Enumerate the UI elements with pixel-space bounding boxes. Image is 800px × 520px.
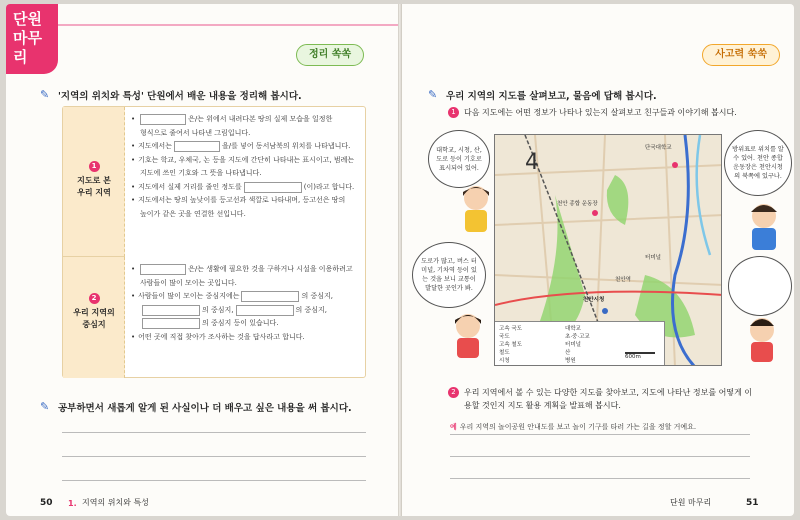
tag-line-2: 마무리: [13, 29, 42, 66]
s2-r3b: 의 중심지,: [295, 305, 327, 314]
terminal-label: 터미널: [645, 255, 661, 261]
section-1-body: • 은/는 위에서 내려다본 땅의 실제 모습을 일정한 형식으로 줄여서 나타낸 그림입니다. • 지도에서는 을/를 넣어 동서남북의 위치를 나타냅니다. • 기호는 학교, 우체국, 논 등을 지도에 간단히 나타내는 표시이고, 범례는 지도에 쓰인 기호와 그 뜻을 나타냅니다. • 지도에서 실제 거리를 줄인 정도를 (이)라고 합니다. • 지도에서는 땅의 높낮이를 등고선과 색깔로 나타내며, 등고선은 땅의 높이가 같은 곳을 연결한 선입니다.: [131, 113, 363, 221]
empty-speech-bubble[interactable]: [728, 256, 792, 316]
cityhall-label: 천안시청: [583, 297, 605, 303]
blank-compass[interactable]: [174, 141, 220, 152]
boy-character-icon: [742, 200, 786, 252]
s1-r4b: (이)라고 합니다.: [303, 182, 355, 191]
sub-question-2-line2: 용할 것인지 지도 활용 계획을 발표해 봅시다.: [464, 401, 621, 410]
legend-item: 철도: [499, 350, 510, 356]
map-question: [428, 88, 657, 102]
legend-item: 국도: [499, 334, 510, 340]
s1-r3a: 기호는 학교, 우체국, 논 등을 지도에 간단히 나타내는 표시이고, 범례는: [138, 155, 355, 164]
blank-center-type-3[interactable]: [236, 305, 294, 316]
sub-question-1: [448, 106, 737, 119]
boy2-character-icon: [742, 314, 782, 366]
summary-pill: 정리 쏙쏙: [296, 44, 364, 66]
chapter-title: 지역의 위치와 특성: [82, 498, 149, 507]
station-label: 천안역: [615, 277, 631, 283]
blank-center-type-1[interactable]: [241, 291, 299, 302]
section-2-label: [63, 293, 125, 331]
unit-review-tag: [6, 4, 58, 74]
question-2: [40, 400, 352, 414]
right-page: [402, 4, 794, 516]
blank-center[interactable]: [140, 264, 186, 275]
pencil-icon: ✎: [40, 400, 50, 413]
writing-line[interactable]: [62, 456, 366, 457]
section-2-label-line2: 중심지: [82, 320, 106, 329]
header-rule: [58, 24, 398, 26]
left-page: [6, 4, 398, 516]
legend-item: 대학교: [565, 326, 581, 332]
legend-item: 시청: [499, 358, 510, 364]
section-1-number: 1: [89, 161, 100, 172]
section-1-label: [63, 161, 125, 199]
pencil-icon: ✎: [40, 88, 50, 101]
s1-r1a: 은/는 위에서 내려다본 땅의 실제 모습을 일정한: [188, 115, 333, 123]
example-answer: [450, 422, 696, 432]
scale-label: 600m: [625, 354, 641, 360]
blank-map[interactable]: [140, 114, 186, 125]
question-1: [40, 88, 302, 102]
question-2-text: 공부하면서 새롭게 알게 된 사실이나 더 배우고 싶은 내용을 써 봅시다.: [58, 403, 352, 414]
legend-item: 고속 국도: [499, 326, 523, 332]
writing-line[interactable]: [450, 478, 750, 479]
writing-line[interactable]: [450, 434, 750, 435]
pencil-icon: ✎: [428, 88, 438, 101]
s1-r5b: 높이가 같은 곳을 연결한 선입니다.: [140, 209, 246, 218]
writing-line[interactable]: [62, 480, 366, 481]
s1-r1b: 형식으로 줄여서 나타낸 그림입니다.: [140, 128, 251, 137]
legend-item: 산: [565, 350, 571, 356]
thinking-pill: 사고력 쑥쑥: [702, 44, 780, 66]
girl-character-icon: [456, 182, 496, 238]
page-number: 51: [746, 498, 759, 508]
s2-r1a: 은/는 생활에 필요한 것을 구하거나 시설을 이용하려고: [188, 265, 353, 273]
s2-r4a: 의 중심지 등이 있습니다.: [202, 319, 279, 327]
writing-line[interactable]: [62, 432, 366, 433]
speech-bubble-3: 도로가 많고, 버스 터미널, 기차역 등이 있는 것을 보니 교통이 발달한 곳인가 봐.: [412, 242, 486, 308]
s1-r4a: 지도에서 실제 거리를 줄인 정도를: [138, 182, 242, 191]
blank-scale[interactable]: [244, 182, 302, 193]
sub-question-1-number: 1: [448, 107, 459, 118]
s2-r2b: 의 중심지,: [301, 292, 333, 300]
section-1-label-line2: 우리 지역: [77, 188, 111, 197]
s1-r3b: 지도에 쓰인 기호와 그 뜻을 나타냅니다.: [140, 169, 262, 177]
legend-item: 터미널: [565, 342, 581, 348]
section-1-label-line1: 지도로 본: [77, 176, 111, 185]
summary-table: [62, 106, 366, 378]
tag-line-1: 단원: [13, 10, 42, 28]
question-1-text: '지역의 위치와 특성' 단원에서 배운 내용을 정리해 봅시다.: [58, 91, 302, 102]
univ-label: 단국대학교: [645, 145, 672, 151]
legend-item: 고속 철도: [499, 342, 523, 348]
speech-bubble-1: 대학교, 시청, 산, 도로 등이 기호로 표시되어 있어.: [428, 130, 490, 188]
section-2-body: • 은/는 생활에 필요한 것을 구하거나 시설을 이용하려고 사람들이 많이 모이는 곳입니다. • 사람들이 많이 모이는 중심지에는 의 중심지, 의 중심지, 의 중심지, 의 중심지 등이 있습니다. • 어떤 곳에 직접 찾아가 조사하는 것을 답사라고 합니다.: [131, 263, 363, 344]
stadium-label: 천안 종합 운동장: [557, 201, 598, 207]
girl2-character-icon: [448, 310, 488, 362]
sub-question-1-text: 다음 지도에는 어떤 정보가 나타나 있는지 살펴보고 친구들과 이야기해 봅시다.: [464, 108, 737, 117]
section-2-label-line1: 우리 지역의: [73, 308, 115, 317]
city-map: [494, 134, 722, 366]
section-2-number: 2: [89, 293, 100, 304]
s2-r5a: 어떤 곳에 직접 찾아가 조사하는 것을 답사라고 합니다.: [138, 332, 305, 341]
writing-line[interactable]: [450, 456, 750, 457]
speech-bubble-2: 방위표로 위치를 알 수 있어. 천안 종합 운동장은 천안시청의 북쪽에 있구나.: [724, 130, 792, 196]
legend-item: 병원: [565, 358, 576, 364]
svg-text:4: 4: [525, 150, 539, 175]
example-mark: 예: [450, 423, 457, 431]
s2-r3a: 의 중심지,: [202, 305, 234, 314]
sub-question-2: [448, 386, 752, 412]
blank-center-type-2[interactable]: [142, 305, 200, 316]
s2-r1b: 사람들이 많이 모이는 곳입니다.: [140, 278, 237, 287]
s1-r5a: 지도에서는 땅의 높낮이를 등고선과 색깔로 나타내며, 등고선은 땅의: [138, 196, 346, 204]
sub-question-2-line1: 우리 지역에서 볼 수 있는 다양한 지도를 찾아보고, 지도에 나타난 정보를 어떻게 이: [464, 388, 753, 397]
scale-bar: [625, 352, 655, 360]
s1-r2b: 을/를 넣어 동서남북의 위치를 나타냅니다.: [221, 142, 351, 150]
s1-r2a: 지도에서는: [138, 142, 172, 150]
footer-section: 단원 마무리: [670, 498, 712, 507]
example-text: 우리 지역의 놀이공원 안내도를 보고 놀이 기구를 타러 가는 길을 정할 거예요.: [459, 423, 697, 431]
map-legend: [495, 321, 665, 365]
chapter-number: 1.: [68, 499, 77, 508]
legend-item: 초·중·고교: [565, 334, 590, 340]
page-number: 50: [40, 498, 53, 508]
s2-r2a: 사람들이 많이 모이는 중심지에는: [138, 292, 240, 300]
sub-question-2-number: 2: [448, 387, 459, 398]
blank-center-type-4[interactable]: [142, 318, 200, 329]
map-question-text: 우리 지역의 지도를 살펴보고, 물음에 답해 봅시다.: [446, 91, 657, 102]
